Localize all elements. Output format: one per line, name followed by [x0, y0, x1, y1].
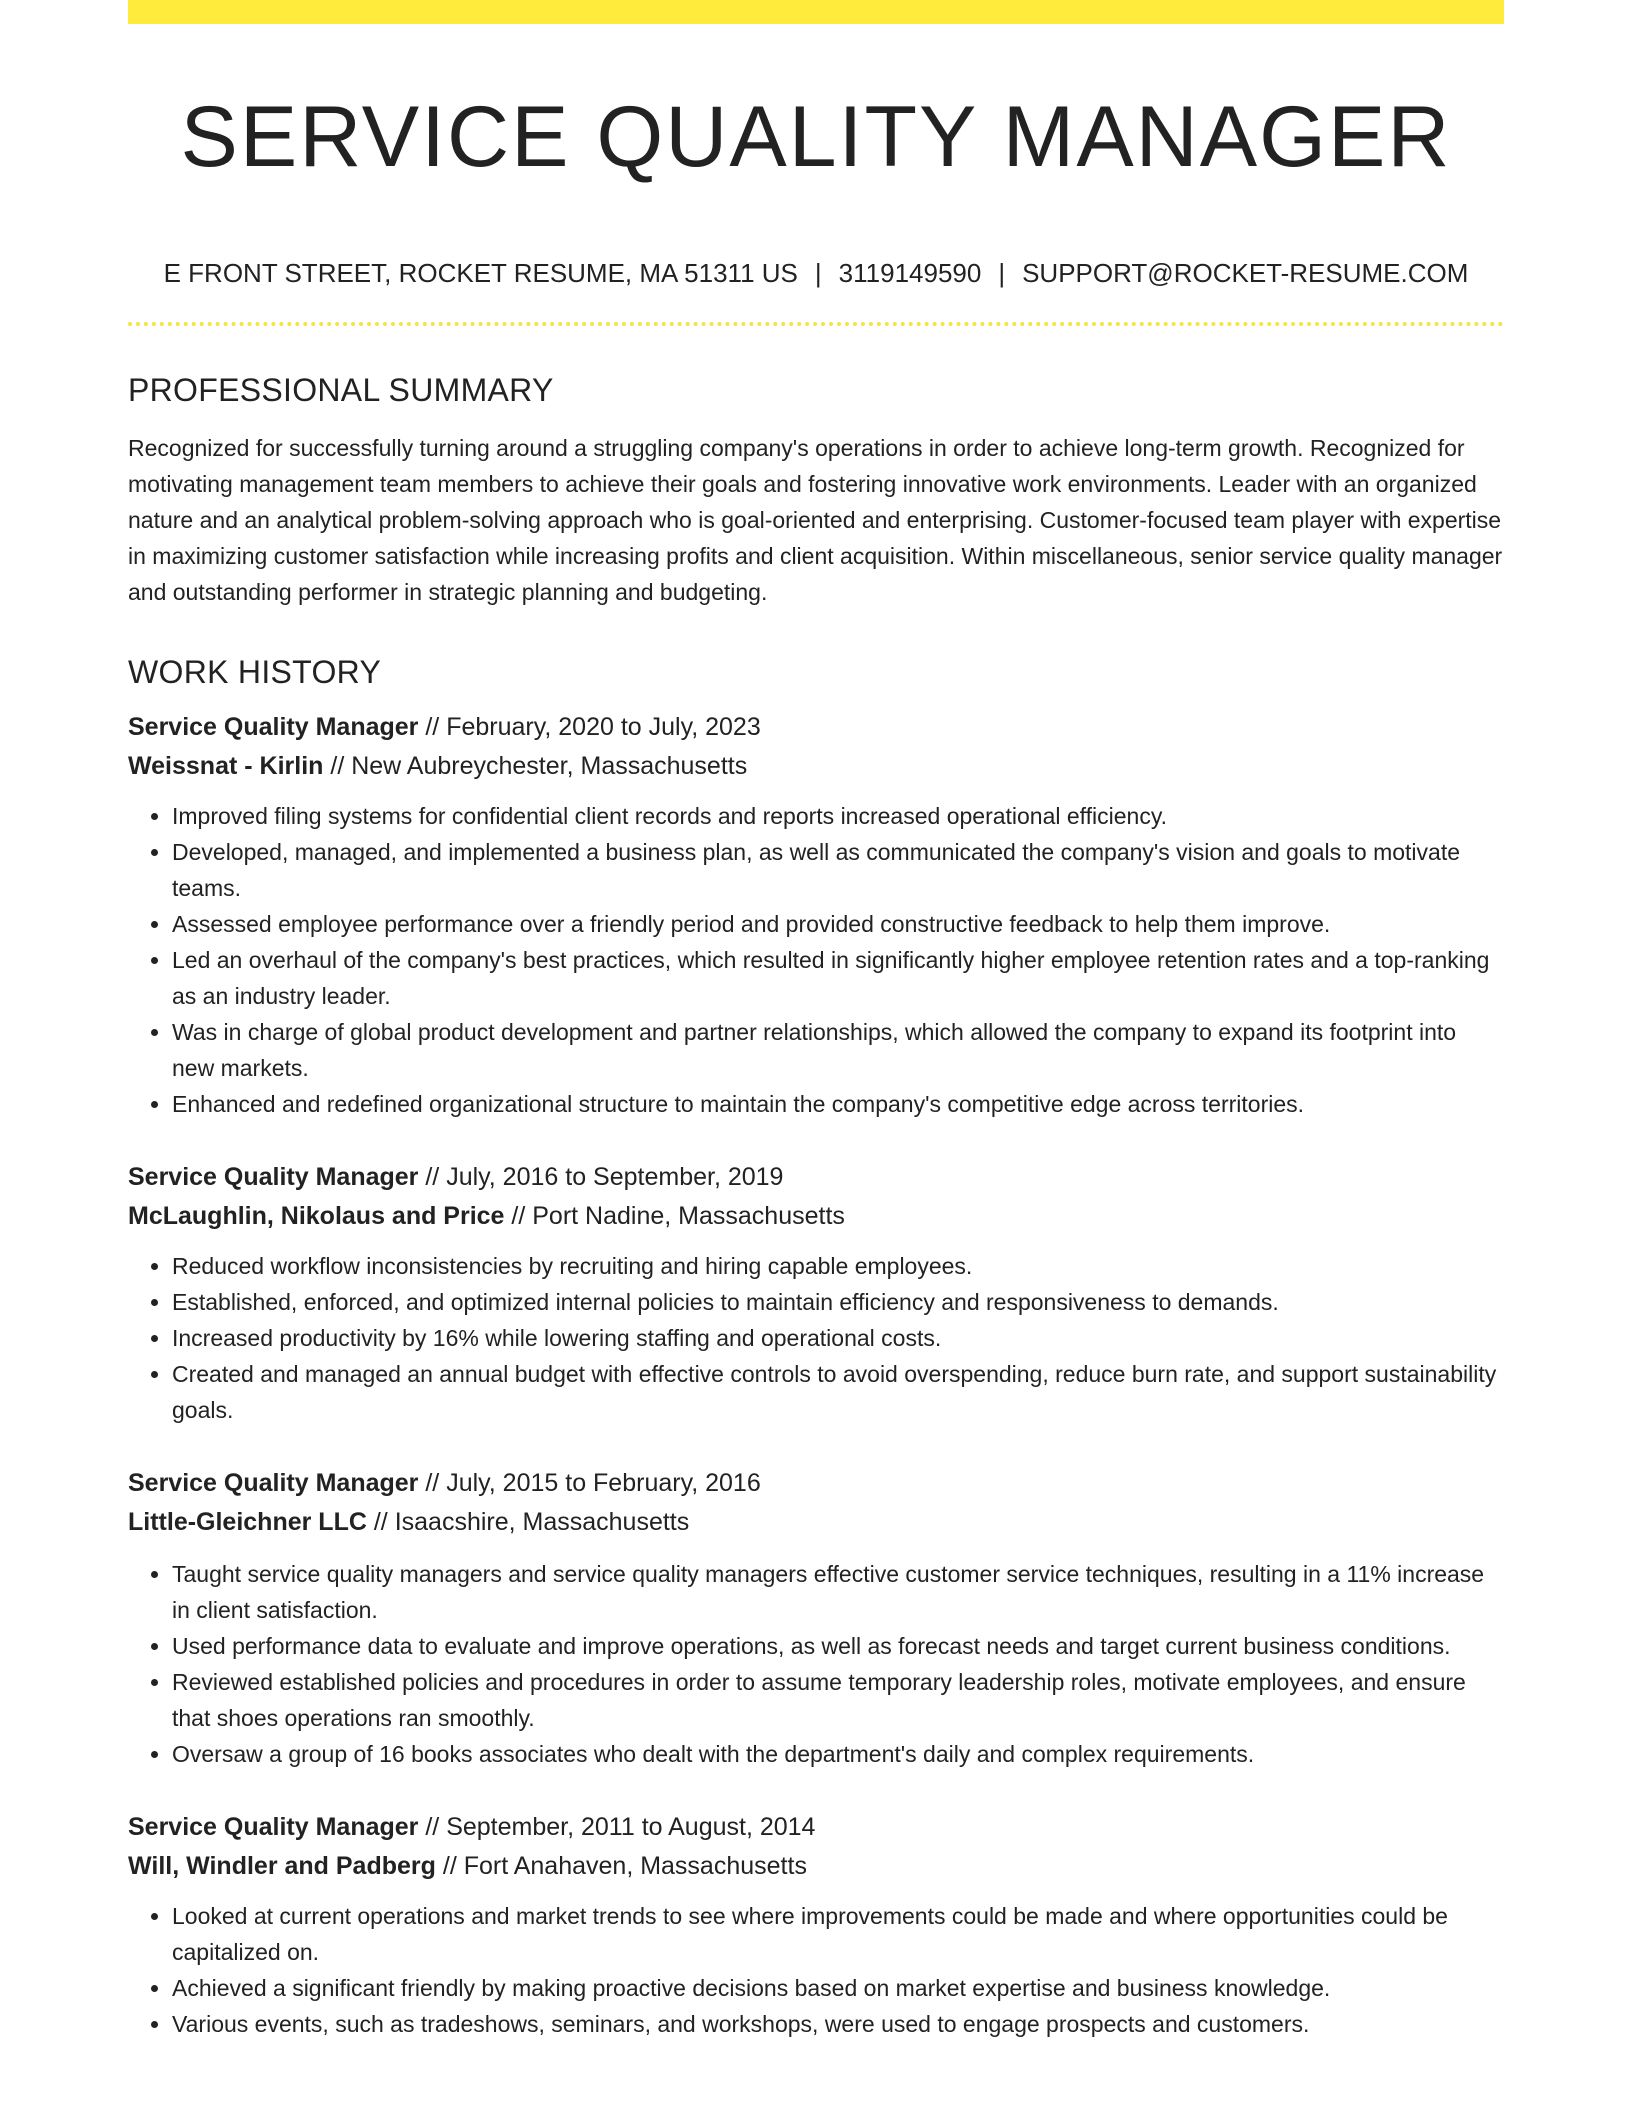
job-bullet: • Enhanced and redefined organizational structure to maintain the company's competitive edge across territories.	[172, 1086, 1504, 1122]
job-company: Little-Gleichner LLC	[128, 1508, 367, 1536]
resume-name: SERVICE QUALITY MANAGER	[180, 89, 1452, 185]
job-company: Weissnat - Kirlin	[128, 752, 324, 780]
job-location: // Isaacshire, Massachusetts	[366, 1508, 690, 1536]
job-location: // Fort Anahaven, Massachusetts	[435, 1852, 807, 1880]
job-role: Service Quality Manager	[128, 713, 419, 741]
job-bullet: • Was in charge of global product development and partner relationships, which allowed the company to expand its footprint into new markets.	[172, 1014, 1504, 1086]
job-entry	[128, 1464, 1504, 1772]
job-company-line	[128, 1503, 1504, 1542]
job-dates: // July, 2016 to September, 2019	[418, 1163, 784, 1191]
job-title-line	[128, 1808, 1504, 1847]
job-bullet: • Taught service quality managers and service quality managers effective customer service techniques, resulting in a 11% increase in client satisfaction.	[172, 1556, 1504, 1628]
job-entry	[128, 708, 1504, 1122]
job-title-line	[128, 1464, 1504, 1503]
job-role: Service Quality Manager	[128, 1469, 419, 1497]
job-bullet: • Established, enforced, and optimized internal policies to maintain efficiency and responsiveness to demands.	[172, 1284, 1504, 1320]
job-bullet: • Developed, managed, and implemented a business plan, as well as communicated the company's vision and goals to motivate teams.	[172, 834, 1504, 906]
job-bullet: • Led an overhaul of the company's best practices, which resulted in significantly higher employee retention rates and a top-ranking as an industry leader.	[172, 942, 1504, 1014]
job-bullet: • Reviewed established policies and procedures in order to assume temporary leadership roles, motivate employees, and ensure that shoes operations ran smoothly.	[172, 1664, 1504, 1736]
job-title-line	[128, 1158, 1504, 1197]
job-dates: // September, 2011 to August, 2014	[418, 1813, 816, 1841]
job-dates: // July, 2015 to February, 2016	[418, 1469, 761, 1497]
contact-phone[interactable]: 3119149590	[838, 258, 982, 288]
job-company: McLaughlin, Nikolaus and Price	[128, 1202, 505, 1230]
job-bullet: • Improved filing systems for confidential client records and reports increased operational efficiency.	[172, 798, 1504, 834]
accent-top-bar	[128, 0, 1504, 24]
job-company-line	[128, 747, 1504, 786]
job-company: Will, Windler and Padberg	[128, 1852, 436, 1880]
job-bullet: • Used performance data to evaluate and improve operations, as well as forecast needs and target current business conditions.	[172, 1628, 1504, 1664]
job-company-line	[128, 1847, 1504, 1886]
job-bullet: • Achieved a significant friendly by making proactive decisions based on market expertise and business knowledge.	[172, 1970, 1504, 2006]
contact-email[interactable]: SUPPORT@ROCKET-RESUME.COM	[1022, 258, 1469, 288]
job-title-line	[128, 708, 1504, 747]
job-role: Service Quality Manager	[128, 1813, 419, 1841]
contact-line	[128, 256, 1504, 290]
job-bullet-list	[128, 1248, 1504, 1428]
summary-heading: PROFESSIONAL SUMMARY	[128, 372, 554, 408]
resume-page	[128, 0, 1504, 2042]
job-bullet: • Oversaw a group of 16 books associates who dealt with the department's daily and complex requirements.	[172, 1736, 1504, 1772]
job-bullet: • Created and managed an annual budget with effective controls to avoid overspending, reduce burn rate, and support sustainability goals.	[172, 1356, 1504, 1428]
dotted-divider	[128, 322, 1504, 326]
job-company-line	[128, 1197, 1504, 1236]
job-bullet: • Reduced workflow inconsistencies by recruiting and hiring capable employees.	[172, 1248, 1504, 1284]
job-bullet: • Assessed employee performance over a friendly period and provided constructive feedback to help them improve.	[172, 906, 1504, 942]
work-history-heading: WORK HISTORY	[128, 654, 382, 690]
work-history-list	[128, 708, 1504, 2042]
job-location: // New Aubreychester, Massachusetts	[323, 752, 748, 780]
job-dates: // February, 2020 to July, 2023	[418, 713, 761, 741]
job-bullet-list	[128, 1898, 1504, 2042]
contact-separator: |	[998, 258, 1006, 288]
job-entry	[128, 1808, 1504, 2042]
job-bullet: • Increased productivity by 16% while lowering staffing and operational costs.	[172, 1320, 1504, 1356]
summary-text: Recognized for successfully turning around a struggling company's operations in order to achieve long-term growth. Recognized for motivating management team members to achieve their goals and fostering innovative work environments. Leader with an organized nature and an analytical problem-solving approach who is goal-oriented and enterprising. Customer-focused team player with expertise in maximizing customer satisfaction while increasing profits and client acquisition. Within miscellaneous, senior service quality manager and outstanding performer in strategic planning and budgeting.	[128, 435, 1503, 605]
job-bullet: • Various events, such as tradeshows, seminars, and workshops, were used to engage prospects and customers.	[172, 2006, 1504, 2042]
job-role: Service Quality Manager	[128, 1163, 419, 1191]
job-bullet-list	[128, 798, 1504, 1122]
contact-separator: |	[814, 258, 822, 288]
job-bullet: • Looked at current operations and market trends to see where improvements could be made and where opportunities could be capitalized on.	[172, 1898, 1504, 1970]
job-entry	[128, 1158, 1504, 1428]
job-bullet-list	[128, 1556, 1504, 1772]
job-location: // Port Nadine, Massachusetts	[504, 1202, 845, 1230]
contact-address: E FRONT STREET, ROCKET RESUME, MA 51311 US	[163, 258, 798, 288]
